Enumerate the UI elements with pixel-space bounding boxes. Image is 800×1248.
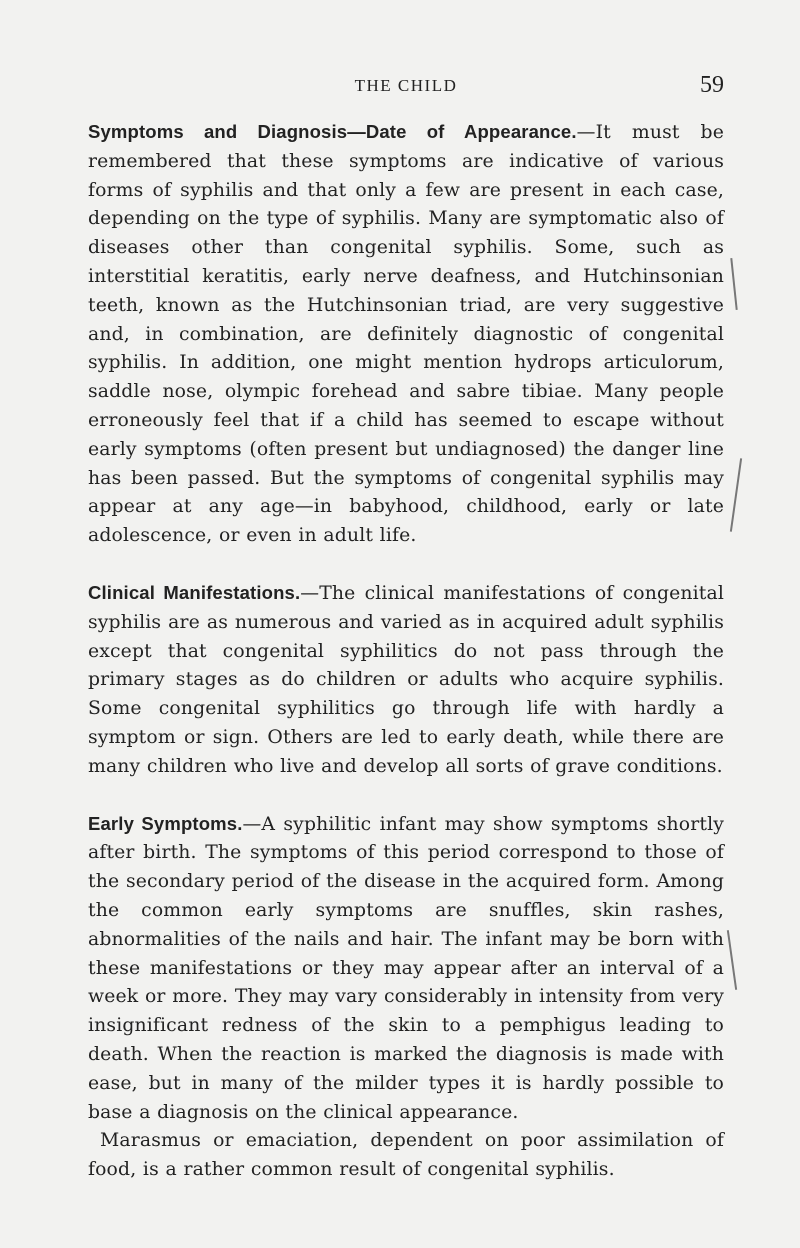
page-number: 59 (700, 72, 724, 98)
section-text-symptoms-diagnosis: —It must be remembered that these symptoms are indicative of various forms of syphilis and that only a few are present in each case, depending on the type of syphilis. Many are symptomatic also of diseases other than congenital syphilis. Some, such as interstitial keratitis, early nerve deafness, and Hutchinsonian teeth, known as the Hutchinsonian triad, are very suggestive and, in combination, are definitely diagnostic of congenital syphilis. In addition, one might mention hydrops articulorum, saddle nose, olympic forehead and sabre tibiae. Many people erroneously feel that if a child has seemed to escape without early symptoms (often present but undiagnosed) the danger line has been passed. But the symptoms of congenital syphilis may appear at any age—in babyhood, childhood, early or late adolescence, or even in adult life. (88, 122, 724, 547)
section-text-early-symptoms: —A syphilitic infant may show symptoms shortly after birth. The symptoms of this period correspond to those of the secondary period of the disease in the acquired form. Among the common early symptoms are snuffles, skin rashes, abnormalities of the nails and hair. The infant may be born with these manifestations or they may appear after an interval of a week or more. They may vary considerably in intensity from very insignificant redness of the skin to a pemphigus leading to death. When the reaction is marked the diagnosis is made with ease, but in many of the milder types it is hardly possible to base a diagnosis on the clinical appearance. (88, 813, 724, 1123)
section-heading-early-symptoms: Early Symptoms. (88, 812, 243, 834)
paragraph-clinical-manifestations (88, 579, 724, 782)
paragraph-symptoms-diagnosis (88, 118, 724, 551)
pencil-margin-mark (730, 258, 737, 310)
running-title: THE CHILD (354, 76, 458, 95)
section-heading-clinical-manifestations: Clinical Manifestations. (88, 581, 301, 603)
paragraph-marasmus: Marasmus or emaciation, dependent on poor assimilation of food, is a rather common result of congenital syphilis. (88, 1130, 724, 1181)
pencil-margin-mark (730, 458, 742, 532)
section-heading-symptoms-diagnosis: Symptoms and Diagnosis—Date of Appearance. (88, 121, 577, 142)
pencil-margin-mark (727, 930, 737, 990)
section-text-clinical-manifestations: —The clinical manifestations of congenital syphilis are as numerous and varied as in acquired adult syphilis except that congenital syphilitics do not pass through the primary stages as do children or adults who acquire syphilis. Some congenital syphilitics go through life with hardly a symptom or sign. Others are led to early death, while there are many children who live and develop all sorts of grave conditions. (88, 582, 724, 777)
paragraph-early-symptoms (88, 810, 724, 1128)
running-head (88, 72, 724, 104)
book-page (88, 72, 724, 1185)
